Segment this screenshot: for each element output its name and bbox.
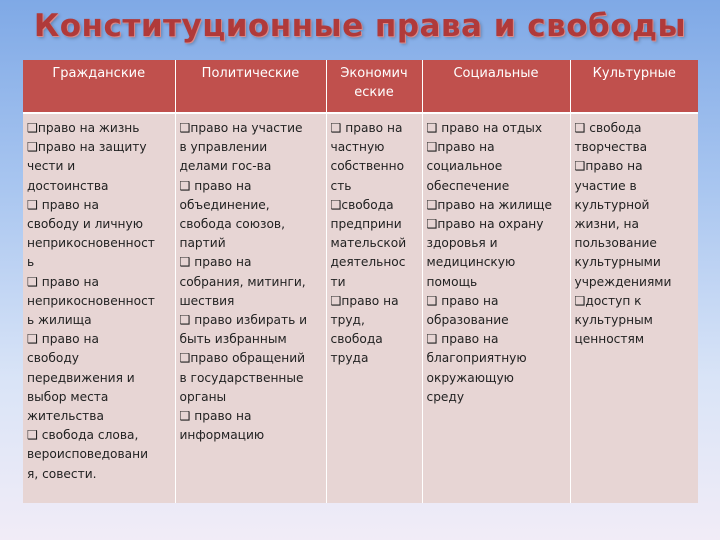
table-row (23, 113, 698, 503)
rights-table (23, 60, 698, 503)
column-header-economic: Экономич еские (326, 60, 422, 113)
column-header-social: Социальные (422, 60, 570, 113)
column-header-cultural: Культурные (570, 60, 698, 113)
cell-economic-rights: ❑ право на частную собственно сть ❑свобода предприни мательской деятельнос ти ❑право на труд, свобода труда (326, 113, 422, 503)
cell-political-rights: ❑право на участие в управлении делами гос-ва ❑ право на объединение, свобода союзов, партий ❑ право на собрания, митинги, шествия ❑ право избирать и быть избранным ❑право обращений в государственные органы ❑ право на информацию (175, 113, 326, 503)
cell-social-rights: ❑ право на отдых ❑право на социальное обеспечение ❑право на жилище ❑право на охрану здоровья и медицинскую помощь ❑ право на образование ❑ право на благоприятную окружающую среду (422, 113, 570, 503)
cell-civil-rights: ❑право на жизнь ❑право на защиту чести и достоинства ❑ право на свободу и личную неприкосновенност ь ❑ право на неприкосновенност ь жилища ❑ право на свободу передвижения и выбор места жительства ❑ свобода слова, вероисповедовани я, совести. (23, 113, 175, 503)
column-header-civil: Гражданские (23, 60, 175, 113)
page-title: Конституционные права и свободы (33, 8, 687, 44)
table-header-row (23, 60, 698, 113)
column-header-political: Политические (175, 60, 326, 113)
cell-cultural-rights: ❑ свобода творчества ❑право на участие в культурной жизни, на пользование культурными учреждениями ❑доступ к культурным ценностям (570, 113, 698, 503)
